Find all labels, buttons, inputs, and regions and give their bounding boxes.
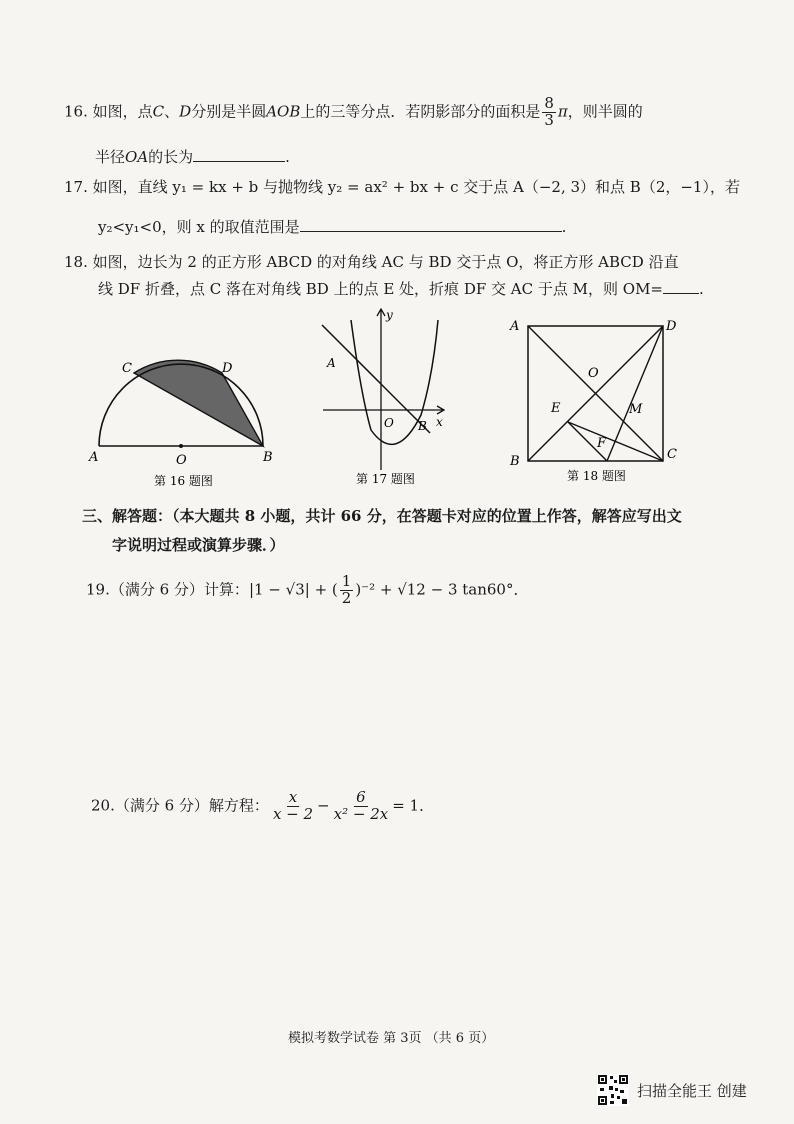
q19-rest: )⁻² + √12 − 3 tan60°． [355, 580, 529, 599]
q19-half-num: 1 [341, 572, 352, 590]
q16-sep: 、 [164, 102, 180, 121]
q18-end: . [699, 280, 704, 298]
fig16-label-d: D [222, 361, 233, 376]
q16-end: . [285, 148, 290, 166]
q20-label: 20.（满分 6 分）解方程： [91, 796, 269, 815]
fig18-label-d: D [666, 319, 677, 334]
question-17-line2 [98, 216, 566, 237]
q18-number: 18. [64, 253, 88, 271]
section-3-heading-line2 [112, 534, 285, 555]
section-3-heading [82, 505, 682, 526]
q19-half [340, 574, 354, 607]
scanner-watermark [597, 1074, 747, 1106]
q20-fraction-2 [332, 790, 391, 823]
q16-text-b: 分别是半圆 [191, 102, 267, 121]
section-3-line1: 三、解答题：（本大题共 8 小题，共计 66 分，在答题卡对应的位置上作答，解答应写出文 [82, 507, 682, 525]
q16-answer-blank[interactable] [193, 161, 285, 162]
qr-code-icon [597, 1074, 629, 1106]
q16-arc-aob: AOB [266, 102, 301, 121]
fig18-segment-ce [568, 422, 663, 461]
q16-text-a: 如图，点 [92, 102, 153, 121]
fig18-caption: 第 18 题图 [567, 469, 626, 483]
question-17 [64, 176, 740, 197]
figure-18 [505, 312, 690, 490]
fig17-label-b: B [418, 419, 427, 433]
fig18-label-b: B [510, 454, 520, 469]
question-18 [64, 251, 679, 272]
fig16-shaded-region [134, 360, 263, 446]
q20-minus: − [317, 796, 330, 815]
fig18-label-e: E [551, 401, 561, 416]
figure-16 [86, 352, 276, 492]
fig17-label-o: O [384, 416, 394, 430]
q16-frac-num: 8 [544, 94, 554, 112]
q19-plus: + ( [309, 580, 338, 599]
q20-f1-den: x − 2 [272, 804, 314, 823]
q17-answer-blank[interactable] [300, 231, 562, 232]
question-20 [91, 790, 434, 823]
fig17-line [322, 325, 430, 433]
q17-line2: y₂<y₁<0，则 x 的取值范围是 [98, 218, 300, 236]
q19-label: 19.（满分 6 分）计算： [86, 580, 249, 599]
fig17-caption: 第 17 题图 [356, 472, 415, 486]
fig16-center-dot [179, 444, 183, 448]
q19-abs: |1 − √3| [248, 580, 310, 599]
fig16-label-a: A [89, 450, 99, 465]
q18-line1: 如图，边长为 2 的正方形 ABCD 的对角线 AC 与 BD 交于点 O，将正方形 ABCD 沿直 [92, 253, 679, 271]
q16-segment-oa: OA [125, 148, 149, 166]
q20-f2-num: 6 [356, 788, 366, 806]
q20-f2-den: x² − 2x [333, 804, 389, 823]
fig18-label-m: M [629, 402, 643, 417]
watermark-text: 扫描全能王 创建 [637, 1081, 747, 1100]
q16-frac-den: 3 [544, 110, 554, 129]
q16-pi: π [557, 102, 568, 121]
q16-text-c: 上的三等分点．若阴影部分的面积是 [300, 102, 541, 121]
fig16-label-o: O [176, 453, 187, 468]
fig17-label-x: x [436, 415, 443, 429]
section-3-line2: 字说明过程或演算步骤．） [112, 536, 285, 554]
fig18-label-f: F [597, 436, 607, 451]
q18-line2: 线 DF 折叠，点 C 落在对角线 BD 上的点 E 处，折痕 DF 交 AC 于点 M，则 OM= [98, 280, 663, 298]
footer-text: 模拟考数学试卷 第 3页 （共 6 页） [288, 1031, 495, 1046]
q17-end: . [561, 218, 567, 236]
q19-half-den: 2 [341, 588, 352, 607]
question-19 [86, 574, 528, 607]
fig17-label-y: y [386, 308, 393, 322]
question-18-line2 [98, 278, 704, 299]
q16-text-f: 的长为 [148, 148, 194, 166]
q16-point-d: D [179, 102, 192, 121]
fig16-label-b: B [263, 450, 273, 465]
fig16-label-c: C [122, 361, 132, 376]
q18-answer-blank[interactable] [663, 293, 699, 294]
q16-point-c: C [152, 102, 165, 121]
figure-17 [318, 305, 458, 490]
q20-rhs: = 1． [392, 796, 435, 815]
question-16-line2 [95, 146, 290, 167]
question-16 [64, 96, 643, 129]
q16-text-e: 半径 [95, 148, 126, 166]
q17-number: 17. [64, 178, 88, 196]
page-footer [288, 1027, 494, 1046]
q20-fraction-1 [271, 790, 315, 823]
q16-number: 16. [64, 102, 88, 121]
fig16-caption: 第 16 题图 [154, 474, 213, 488]
q16-area-fraction [542, 96, 556, 129]
q17-line1: 如图，直线 y₁ = kx + b 与抛物线 y₂ = ax² + bx + c 交于点 A（−2, 3）和点 B（2，−1），若 [92, 178, 740, 196]
fig18-label-a: A [510, 319, 520, 334]
fig18-label-c: C [667, 447, 677, 462]
fig17-label-a: A [327, 356, 336, 370]
q20-f1-num: x [288, 788, 298, 806]
fig18-label-o: O [588, 366, 599, 381]
q16-text-d: ，则半圆的 [567, 102, 643, 121]
